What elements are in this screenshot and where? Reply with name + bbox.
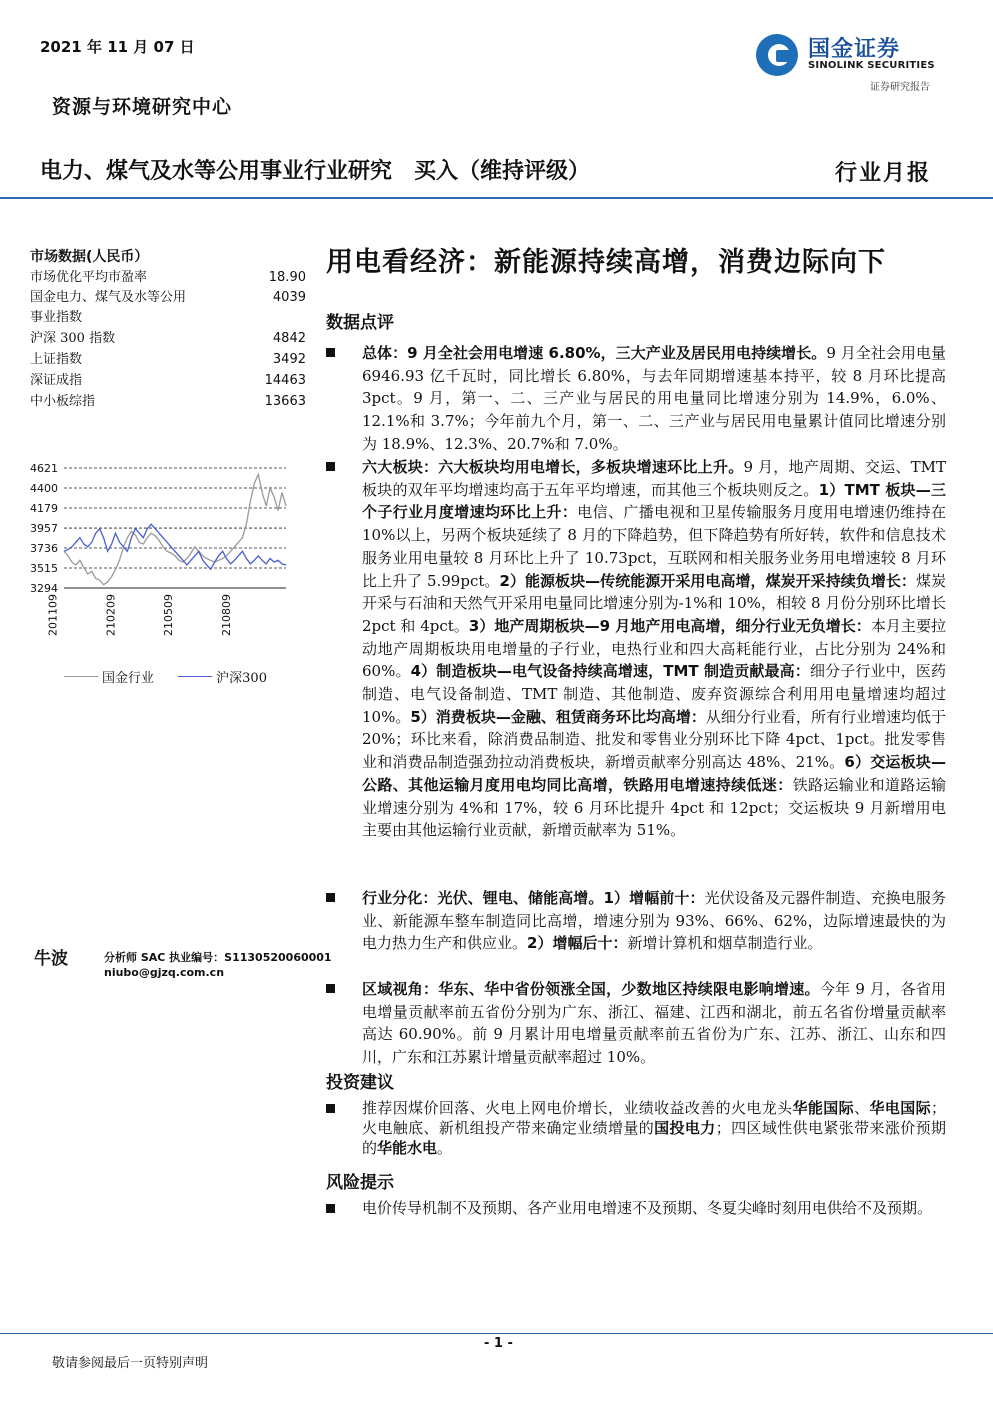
legend-item-hs300: 沪深300 <box>178 667 267 686</box>
x-tick-label: 201109 <box>46 594 60 636</box>
bullet-six-sectors: 六大板块：六大板块均用电增长，多板块增速环比上升。9 月，地产周期、交运、TMT 板块的双年平均增速均高于五年平均增速，而其他三个板块则反之。1）TMT 板块—三个子行业月度增速均环比上升：电信、广播电视和卫星传输服务月度用电增速仍维持在 10%以上，另两个板块延续了 8 月的下降趋势，但下降趋势有所好转，软件和信息技术服务业用电量较 8 月环比上升了 10.73pct，互联网和相关服务业务用电增速较 8 月环比上升了 5.99pct。2）能源板块—传统能源开采用电高增，煤炭开采持续负增长：煤炭开采与石油和天然气开采用电量同比增速分别为-1%和 10%，相较 8 月份分别环比增长 2pct 和 4pct。3）地产周期板块—9 月地产用电高增，细分行业无负增长：本月主要拉动地产周期板块用电增量的子行业，电热行业和四大高耗能行业，占比分别为 24%和 60%。4）制造板块—电气设备持续高增速，TMT 制造贡献最高：细分子行业中，医药制造、电气设备制造、TMT 制造、其他制造、废弃资源综合利用用电量增速均超过 10%。5）消费板块—金融、租赁商务环比均高增：从细分行业看，所有行业增速均低于 20%；环比来看，除消费品制造、批发和零售业分别环比下降 4pct、1pct。批发零售业和消费品制造强劲拉动消费板块，新增贡献率分别高达 48%、21%。6）交运板块—公路、其他运输月度用电均同比高增，铁路用电增速持续低迷：铁路运输业和道路运输业增速分别为 4%和 17%，较 6 月环比提升 4pct 和 12pct；交运板块 9 月新增用电主要由其他运输行业贡献，新增贡献率为 51%。 <box>326 456 946 842</box>
market-row: 事业指数 <box>30 310 83 325</box>
logo-cn: 国金证券 <box>808 37 901 62</box>
y-tick-label: 3736 <box>30 542 58 556</box>
bullet-square-icon <box>326 984 335 993</box>
bullet-square-icon <box>326 348 335 357</box>
market-row: 上证指数 3492 <box>30 352 306 367</box>
x-tick-label: 210209 <box>104 594 118 636</box>
bullet-industry-divergence: 行业分化：光伏、锂电、储能高增。1）增幅前十：光伏设备及元器件制造、充换电服务业、新能源车整车制造同比高增，增速分别为 93%、66%、62%，边际增速最快的为电力热力生产和供应业。2）增幅后十：新增计算机和烟草制造行业。 <box>326 887 946 955</box>
legend-item-industry: 国金行业 <box>64 667 154 686</box>
header-divider <box>0 197 993 199</box>
page-number: - 1 - <box>484 1336 513 1351</box>
market-row: 国金电力、煤气及水等公用 4039 <box>30 290 306 305</box>
market-row: 中小板综指 13663 <box>30 394 306 409</box>
bullet-investment: 推荐因煤价回落、火电上网电价增长，业绩收益改善的火电龙头华能国际、华电国际；火电触底、新机组投产带来确定业绩增量的国投电力；四区域性供电紧张带来涨价预期的华能水电。 <box>326 1098 946 1158</box>
footer-disclaimer: 敬请参阅最后一页特别声明 <box>52 1356 209 1371</box>
bullet-square-icon <box>326 462 335 471</box>
market-row: 市场优化平均市盈率 18.90 <box>30 270 306 285</box>
logo-subtitle: 证券研究报告 <box>870 82 930 93</box>
y-tick-label: 3515 <box>30 562 58 576</box>
report-date: 2021 年 11 月 07 日 <box>40 38 195 56</box>
rating: 买入（维持评级） <box>414 159 591 184</box>
section-heading-investment: 投资建议 <box>326 1073 394 1093</box>
industry-headline <box>40 154 590 185</box>
bullet-risk: 电价传导机制不及预期、各产业用电增速不及预期、冬夏尖峰时刻用电供给不及预期。 <box>326 1198 946 1218</box>
chart-legend <box>64 666 287 686</box>
y-tick-label: 4400 <box>30 481 58 495</box>
analyst-email[interactable]: niubo@gjzq.com.cn <box>104 966 225 979</box>
market-row: 沪深 300 指数 4842 <box>30 331 306 346</box>
section-heading-review: 数据点评 <box>326 313 394 333</box>
market-data-title: 市场数据(人民币） <box>30 249 149 265</box>
section-heading-risk: 风险提示 <box>326 1173 394 1193</box>
market-row: 深证成指 14463 <box>30 373 306 388</box>
bullet-square-icon <box>326 1104 335 1113</box>
research-center: 资源与环境研究中心 <box>52 96 233 118</box>
bullet-square-icon <box>326 1204 335 1213</box>
legend-swatch <box>178 676 212 677</box>
index-chart <box>28 458 298 638</box>
x-tick-label: 210509 <box>162 594 176 636</box>
y-tick-label: 4621 <box>30 462 58 475</box>
bullet-square-icon <box>326 893 335 902</box>
y-tick-label: 3294 <box>30 582 58 595</box>
logo-en: SINOLINK SECURITIES <box>808 60 935 71</box>
x-tick-label: 210809 <box>219 594 233 636</box>
y-tick-label: 4179 <box>30 501 58 515</box>
industry-name: 电力、煤气及水等公用事业行业研究 <box>40 159 393 184</box>
logo-mark-icon <box>756 34 798 76</box>
analyst-cert: 分析师 SAC 执业编号：S1130520060001 <box>104 951 332 964</box>
analyst-name: 牛波 <box>34 949 68 969</box>
footer-divider <box>0 1333 993 1334</box>
series-line-hs300 <box>64 524 286 569</box>
y-tick-label: 3957 <box>30 522 58 536</box>
report-title: 用电看经济：新能源持续高增，消费边际向下 <box>326 247 886 278</box>
bullet-regional: 区域视角：华东、华中省份领涨全国，少数地区持续限电影响增速。今年 9 月，各省用电增量贡献率前五省份分别为广东、浙江、福建、江西和湖北，前五名省份增量贡献率高达 60.90%。前 9 月累计用电增量贡献率前五省份为广东、江苏、浙江、山东和四川，广东和江苏累计增量贡献率超过 10%。 <box>326 978 946 1069</box>
report-type: 行业月报 <box>835 160 932 186</box>
bullet-overall: 总体：9 月全社会用电增速 6.80%，三大产业及居民用电持续增长。9 月全社会用电量 6946.93 亿千瓦时，同比增长 6.80%，与去年同期增速基本持平，较 8 月环比提高 3pct。9 月，第一、二、三产业与居民的用电量同比增速分别为 14.9%，6.0%、12.1%和 3.7%；今年前九个月，第一、二、三产业与居民用电量累计值同比增速分别为 18.9%、12.3%、20.7%和 7.0%。 <box>326 342 946 456</box>
legend-swatch <box>64 676 98 677</box>
analyst-info <box>104 950 332 980</box>
